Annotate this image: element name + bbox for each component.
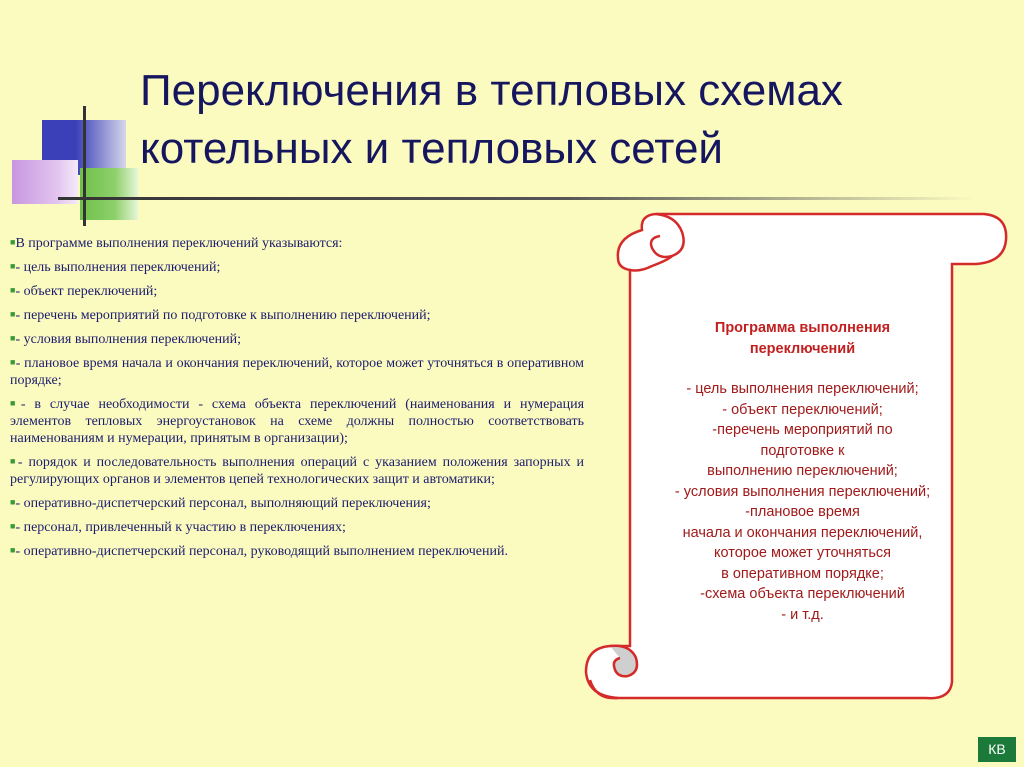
bullet-item: ■- оперативно-диспетчерский персонал, выполняющий переключения; [10,496,431,511]
slide-title-line1: Переключения в тепловых схемах [140,66,843,115]
scroll-line: выполнению переключений; [707,463,898,479]
bullet-icon: ■ [10,309,16,319]
bullet-icon: ■ [10,398,21,408]
scroll-content [630,318,975,625]
decor-green-square [80,168,138,220]
bullet-item: ■- оперативно-диспетчерский персонал, руководящий выполнением переключений. [10,544,508,559]
bullet-icon: ■ [10,333,16,343]
scroll-line: которое может уточняться [713,545,892,561]
bullet-icon: ■ [10,521,16,531]
bullet-item: ■- в случае необходимости - схема объекта переключений (наименования и нумерация элементов тепловых энергоустановок на схеме должны полностью соответствовать наименованиям и нумерации, принятым в организации); [10,397,585,446]
corner-tag-button[interactable]: КВ [978,737,1016,762]
bullet-icon: ■ [10,357,16,367]
scroll-line: подготовке к [760,442,845,459]
scroll-heading [630,318,975,359]
scroll-line: -перечень мероприятий по [712,422,893,438]
bullet-icon: ■ [10,545,16,555]
scroll-line: -схема объекта переключений [700,586,905,602]
bullet-item: ■- цель выполнения переключений; [10,260,221,275]
bullet-item: ■- плановое время начала и окончания переключений, которое может уточняться в оперативном порядке; [10,356,584,388]
scroll-line: в оперативном порядке; [721,565,884,582]
scroll-heading-line: Программа выполнения [714,320,891,336]
bullet-item: ■- перечень мероприятий по подготовке к выполнению переключений; [10,308,431,323]
bullet-item: ■- порядок и последовательность выполнения операций с указанием положения запорных и регулирующих органов и элементов цепей технологических защит и автоматики; [10,455,584,487]
title-divider [58,197,976,200]
scroll-line: - объект переключений; [722,401,883,418]
bullet-item: ■В программе выполнения переключений указываются: [10,236,343,251]
bullet-icon: ■ [10,285,16,295]
bullet-icon: ■ [10,237,16,247]
slide-title [140,62,1000,178]
bullet-icon: ■ [10,456,18,466]
bullet-item: ■- персонал, привлеченный к участию в переключениях; [10,520,346,535]
bullet-icon: ■ [10,497,16,507]
scroll-line: -плановое время [745,504,860,520]
decor-vertical-line [83,106,86,226]
scroll-line: - условия выполнения переключений; [674,483,931,500]
slide-title-line2: котельных и тепловых сетей [140,124,723,173]
scroll-line: начала и окончания переключений, [682,524,923,541]
bullet-icon: ■ [10,261,16,271]
bullet-list [10,234,584,566]
scroll-line: - и т.д. [781,606,824,623]
bullet-item: ■- объект переключений; [10,284,158,299]
scroll-line: - цель выполнения переключений; [686,381,919,397]
scroll-heading-line: переключений [749,340,856,357]
bullet-item: ■- условия выполнения переключений; [10,332,242,347]
